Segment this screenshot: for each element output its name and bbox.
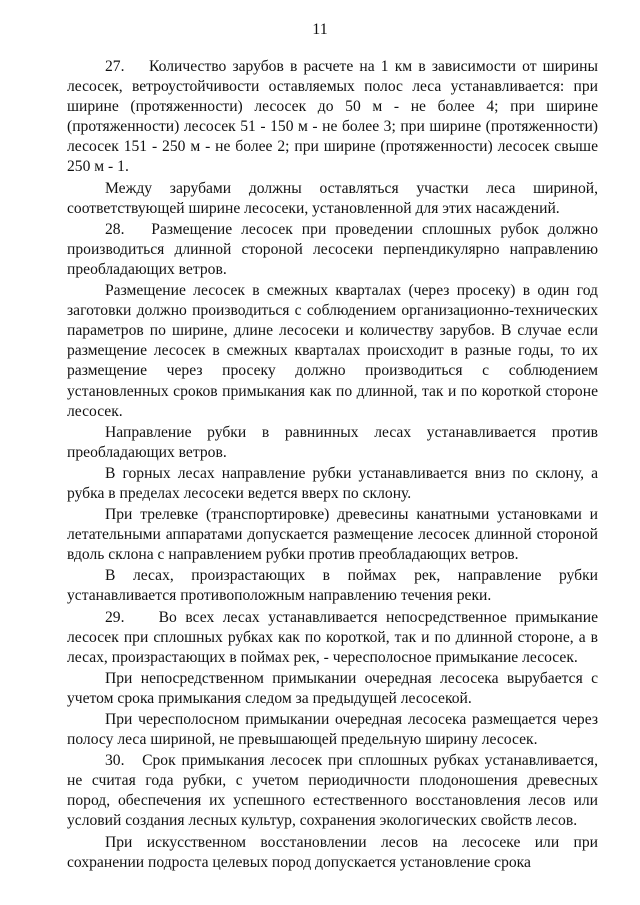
paragraph: В лесах, произрастающих в поймах рек, направление рубки устанавливается противоположным направлению течения реки. [67, 567, 598, 605]
paragraph-27: 27. Количество зарубов в расчете на 1 км в зависимости от ширины лесосек, ветроустойчивости оставляемых полос леса устанавливается: при ширине (протяженности) лесосек до 50 м - не более 4; при ширине (протяженности) лесосек 51 - 150 м - не более 3; при ширине (протяженности) лесосек 151 - 250 м - не более 2; при ширине (протяженности) лесосек свыше 250 м - 1. [67, 58, 598, 176]
paragraph: Размещение лесосек в смежных кварталах (через просеку) в один год заготовки должно производиться с соблюдением организационно-технических параметров по ширине, длине лесосеки и количеству зарубов. В случае если размещение лесосек в смежных кварталах происходит в разные годы, то их размещение через просеку должно производиться с соблюдением установленных сроков примыкания как по длинной, так и по короткой стороне лесосек. [67, 282, 598, 420]
page-number: 11 [312, 21, 328, 38]
paragraph: Между зарубами должны оставляться участки леса шириной, соответствующей ширине лесосеки, установленной для этих насаждений. [67, 179, 598, 217]
paragraph: В горных лесах направление рубки устанавливается вниз по склону, а рубка в пределах лесосеки ведется вверх по склону. [67, 464, 598, 502]
paragraph: При чересполосном примыкании очередная лесосека размещается через полосу леса шириной, не превышающей предельную ширину лесосек. [67, 711, 598, 749]
paragraph: Направление рубки в равнинных лесах устанавливается против преобладающих ветров. [67, 423, 598, 461]
paragraph-28: 28. Размещение лесосек при проведении сплошных рубок должно производиться длинной стороной лесосеки перпендикулярно направлению преобладающих ветров. [67, 220, 598, 278]
paragraph-30: 30. Срок примыкания лесосек при сплошных рубках устанавливается, не считая года рубки, с учетом периодичности плодоношения древесных пород, обеспечения их успешного естественного восстановления лесов или условий создания лесных культур, сохранения экологических свойств лесов. [67, 752, 598, 830]
paragraph-29: 29. Во всех лесах устанавливается непосредственное примыкание лесосек при сплошных рубках как по короткой, так и по длинной стороне, а в лесах, произрастающих в поймах рек, - чересполосное примыкание лесосек. [67, 608, 598, 666]
paragraph: При непосредственном примыкании очередная лесосека вырубается с учетом срока примыкания следом за предыдущей лесосекой. [67, 669, 598, 707]
paragraph: При трелевке (транспортировке) древесины канатными установками и летательными аппаратами допускается размещение лесосек длинной стороной вдоль склона с направлением рубки против преобладающих ветров. [67, 506, 598, 564]
document-body [67, 57, 598, 874]
paragraph: При искусственном восстановлении лесов на лесосеке или при сохранении подроста целевых пород допускается установление срока [67, 833, 598, 871]
